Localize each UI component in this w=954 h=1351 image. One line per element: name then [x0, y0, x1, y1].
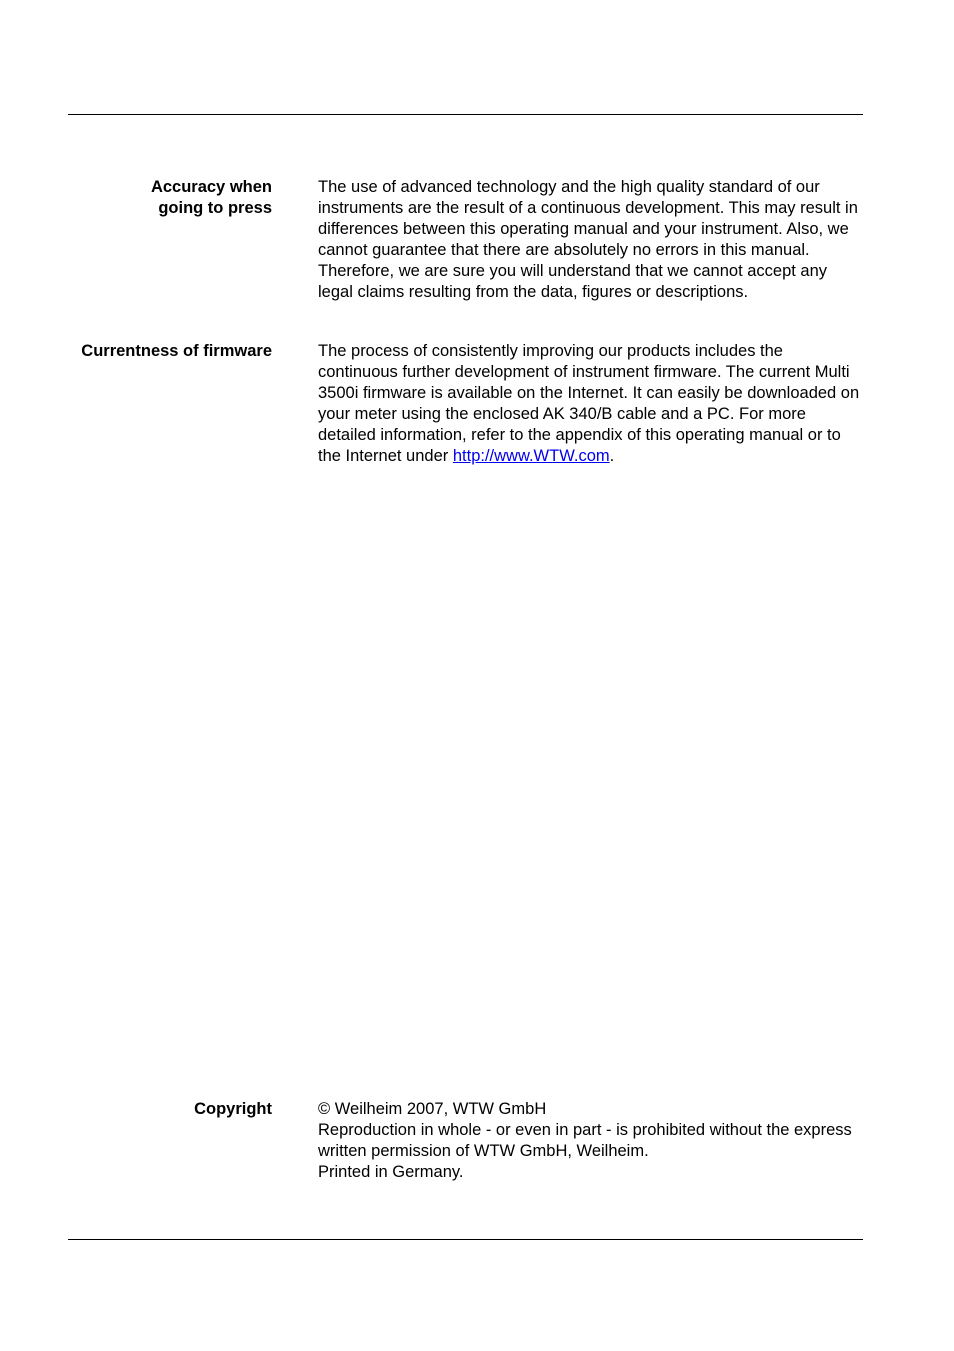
- firmware-text-end: .: [609, 447, 615, 465]
- copyright-label: [52, 1099, 272, 1120]
- firmware-label: [52, 341, 272, 362]
- accuracy-body: [318, 177, 863, 303]
- firmware-label-text: Currentness of firmware: [81, 342, 272, 360]
- accuracy-label-line1: Accuracy when: [150, 178, 272, 196]
- copyright-body: [318, 1099, 863, 1183]
- firmware-body: [318, 341, 863, 467]
- accuracy-label: [52, 177, 272, 219]
- copyright-line3: Printed in Germany.: [318, 1163, 464, 1181]
- copyright-label-text: Copyright: [194, 1100, 272, 1118]
- accuracy-text: The use of advanced technology and the high quality standard of our instruments are the result of a continuous development. This may result in differences between this operating manual and your instrument. Also, we cannot guarantee that there are absolutely no errors in this manual. Therefore, we are sure you will understand that we cannot accept any legal claims resulting from the data, figures or descriptions.: [318, 178, 858, 301]
- firmware-text: [318, 341, 863, 467]
- copyright-line2: Reproduction in whole - or even in part - is prohibited without the express written permission of WTW GmbH, Weilheim.: [318, 1121, 852, 1160]
- header-rule: [68, 114, 863, 115]
- wtw-website-link[interactable]: http://www.WTW.com: [452, 447, 610, 465]
- accuracy-label-line2: going to press: [158, 199, 272, 217]
- firmware-text-main: The process of consistently improving our products includes the continuous further development of instrument firmware. The current Multi 3500i firmware is available on the Internet. It can easily be downloaded on your meter using the enclosed AK 340/B cable and a PC. For more detailed information, refer to the appendix of this operating manual or to the Internet under: [318, 342, 860, 465]
- footer-rule: [68, 1239, 863, 1240]
- copyright-line1: © Weilheim 2007, WTW GmbH: [318, 1100, 547, 1118]
